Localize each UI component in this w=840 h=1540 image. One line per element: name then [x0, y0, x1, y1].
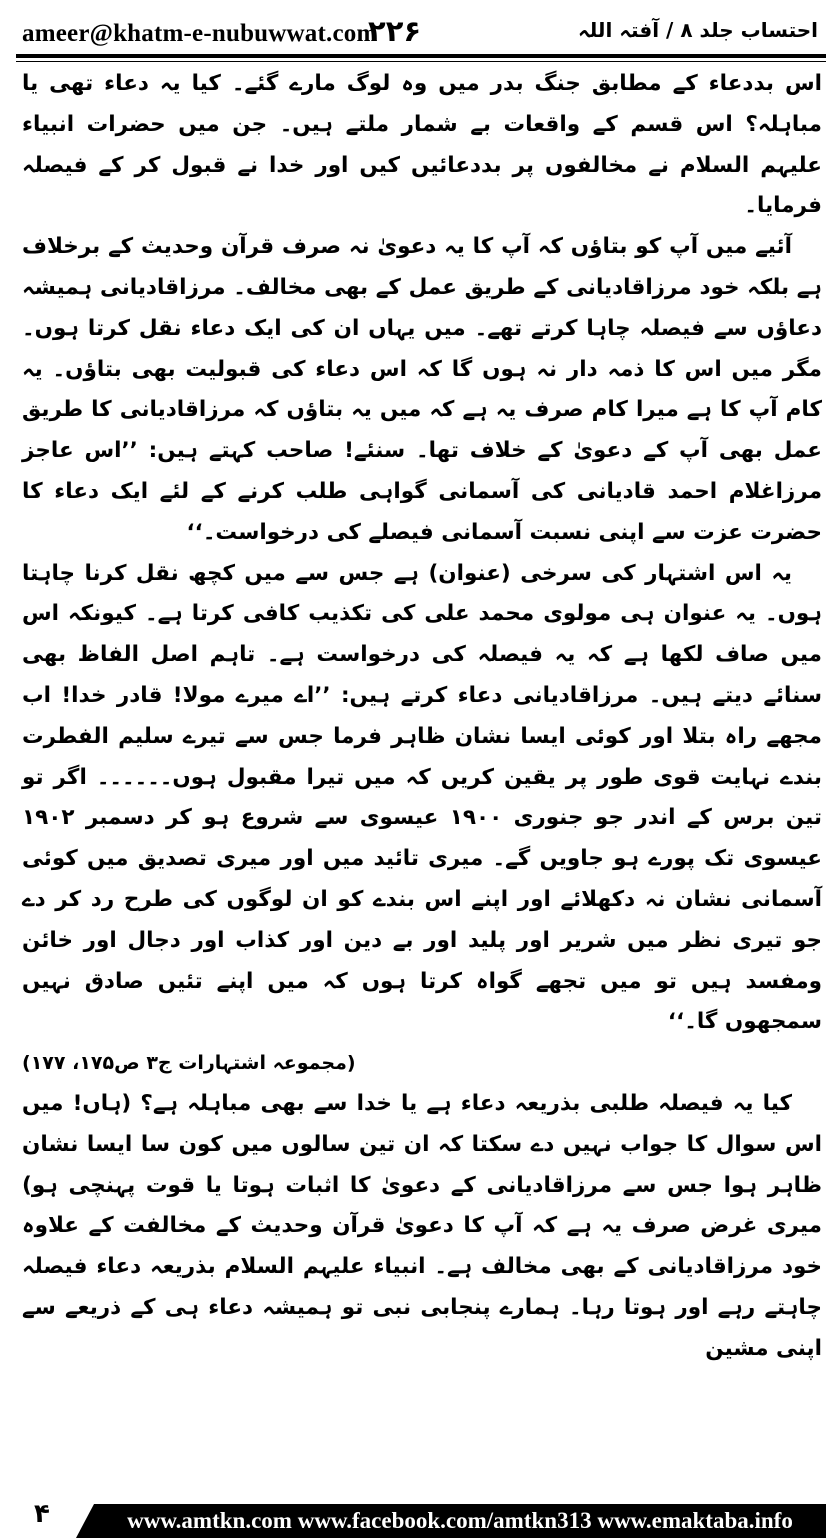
paragraph-4: کیا یہ فیصلہ طلبی بذریعہ دعاء ہے یا خدا سے بھی مباہلہ ہے؟ (ہاں! میں اس سوال کا جواب نہیں دے سکتا کہ ان تین سالوں میں کون سا ایسا نشان ظاہر ہوا جس سے مرزاقادیانی کے دعویٰ کا اثبات ہوتا یا قوت پہنچی ہو) میری غرض صرف یہ ہے کہ آپ کا دعویٰ قرآن وحدیث کے مخالفت کے علاوہ خود مرزاقادیانی کے بھی مخالف ہے۔ انبیاء علیہم السلام بذریعہ دعاء فیصلہ چاہتے رہے اور ہوتا رہا۔ ہمارے پنجابی نبی تو ہمیشہ دعاء ہی کے ذریعے سے اپنی مشین	[22, 1090, 822, 1361]
footer-bar-edge	[76, 1504, 94, 1538]
page-footer	[16, 1498, 826, 1540]
footer-links: www.amtkn.com www.facebook.com/amtkn313 www.emaktaba.info	[94, 1504, 826, 1538]
paragraph-1: اس بددعاء کے مطابق جنگ بدر میں وہ لوگ مارے گئے۔ کیا یہ دعاء تھی یا مباہلہ؟ اس قسم کے واقعات بے شمار ملتے ہیں۔ جن میں حضرات انبیاء علیہم السلام نے مخالفوں پر بددعائیں کیں اور خدا نے قبول کر کے فیصلہ فرمایا۔	[22, 71, 822, 219]
page-header	[0, 0, 840, 60]
paragraph-3: یہ اس اشتہار کی سرخی (عنوان) ہے جس سے میں کچھ نقل کرنا چاہتا ہوں۔ یہ عنوان ہی مولوی محمد علی کی تکذیب کافی کرتا ہے۔ کیونکہ اس میں صاف لکھا ہے کہ یہ فیصلہ کی درخواست ہے۔ تاہم اصل الفاظ بھی سنائے دیتے ہیں۔ مرزاقادیانی دعاء کرتے ہیں: ’’اے میرے مولا! قادر خدا! اب مجھے راہ بتلا اور کوئی ایسا نشان ظاہر فرما جس سے تیرے سلیم الفطرت بندے نہایت قوی طور پر یقین کریں کہ میں تیرا مقبول ہوں۔۔۔۔۔۔ اگر تو تین برس کے اندر جو جنوری ۱۹۰۰ عیسوی سے شروع ہو کر دسمبر ۱۹۰۲ عیسوی تک پورے ہو جاویں گے۔ میری تائید میں اور میری تصدیق میں کوئی آسمانی نشان نہ دکھلائے اور اپنے اس بندے کو ان لوگوں کی طرح رد کر دے جو تیری نظر میں شریر اور پلید اور بے دین اور کذاب اور دجال اور خائن ومفسد ہیں تو میں تجھے گواہ کرتا ہوں کہ میں اپنے تئیں صادق نہیں سمجھوں گا۔‘‘	[22, 560, 822, 1035]
citation: (مجموعہ اشتہارات ج۳ ص۱۷۵، ۱۷۷)	[22, 1052, 356, 1075]
page-number: ۲۲۶	[368, 14, 422, 48]
header-rule-thin	[16, 61, 826, 62]
footer-folio: ۴	[34, 1499, 50, 1529]
paragraph-2: آئیے میں آپ کو بتاؤں کہ آپ کا یہ دعویٰ نہ صرف قرآن وحدیث کے برخلاف ہے بلکہ خود مرزاقادیانی کے طریق عمل کے بھی مخالف۔ مرزاقادیانی ہمیشہ دعاؤں سے فیصلہ چاہا کرتے تھے۔ میں یہاں ان کی ایک دعاء نقل کرتا ہوں۔ مگر میں اس کا ذمہ دار نہ ہوں گا کہ اس دعاء کی قبولیت بھی بتاؤں۔ یہ کام آپ کا ہے میرا کام صرف یہ ہے کہ میں یہ بتاؤں کہ مرزاقادیانی کا طریق عمل بھی آپ کے دعویٰ کے خلاف تھا۔ سنئے! صاحب کہتے ہیں: ’’اس عاجز مرزاغلام احمد قادیانی کی آسمانی گواہی طلب کرنے کے لئے ایک دعاء کا حضرت عزت سے اپنی نسبت آسمانی فیصلے کی درخواست۔‘‘	[22, 234, 822, 545]
running-title: احتساب جلد ۸ / آفتہ اللہ	[578, 18, 818, 42]
body-text	[22, 64, 822, 1370]
header-email: ameer@khatm-e-nubuwwat.com	[22, 20, 378, 47]
header-rule-thick	[16, 54, 826, 58]
